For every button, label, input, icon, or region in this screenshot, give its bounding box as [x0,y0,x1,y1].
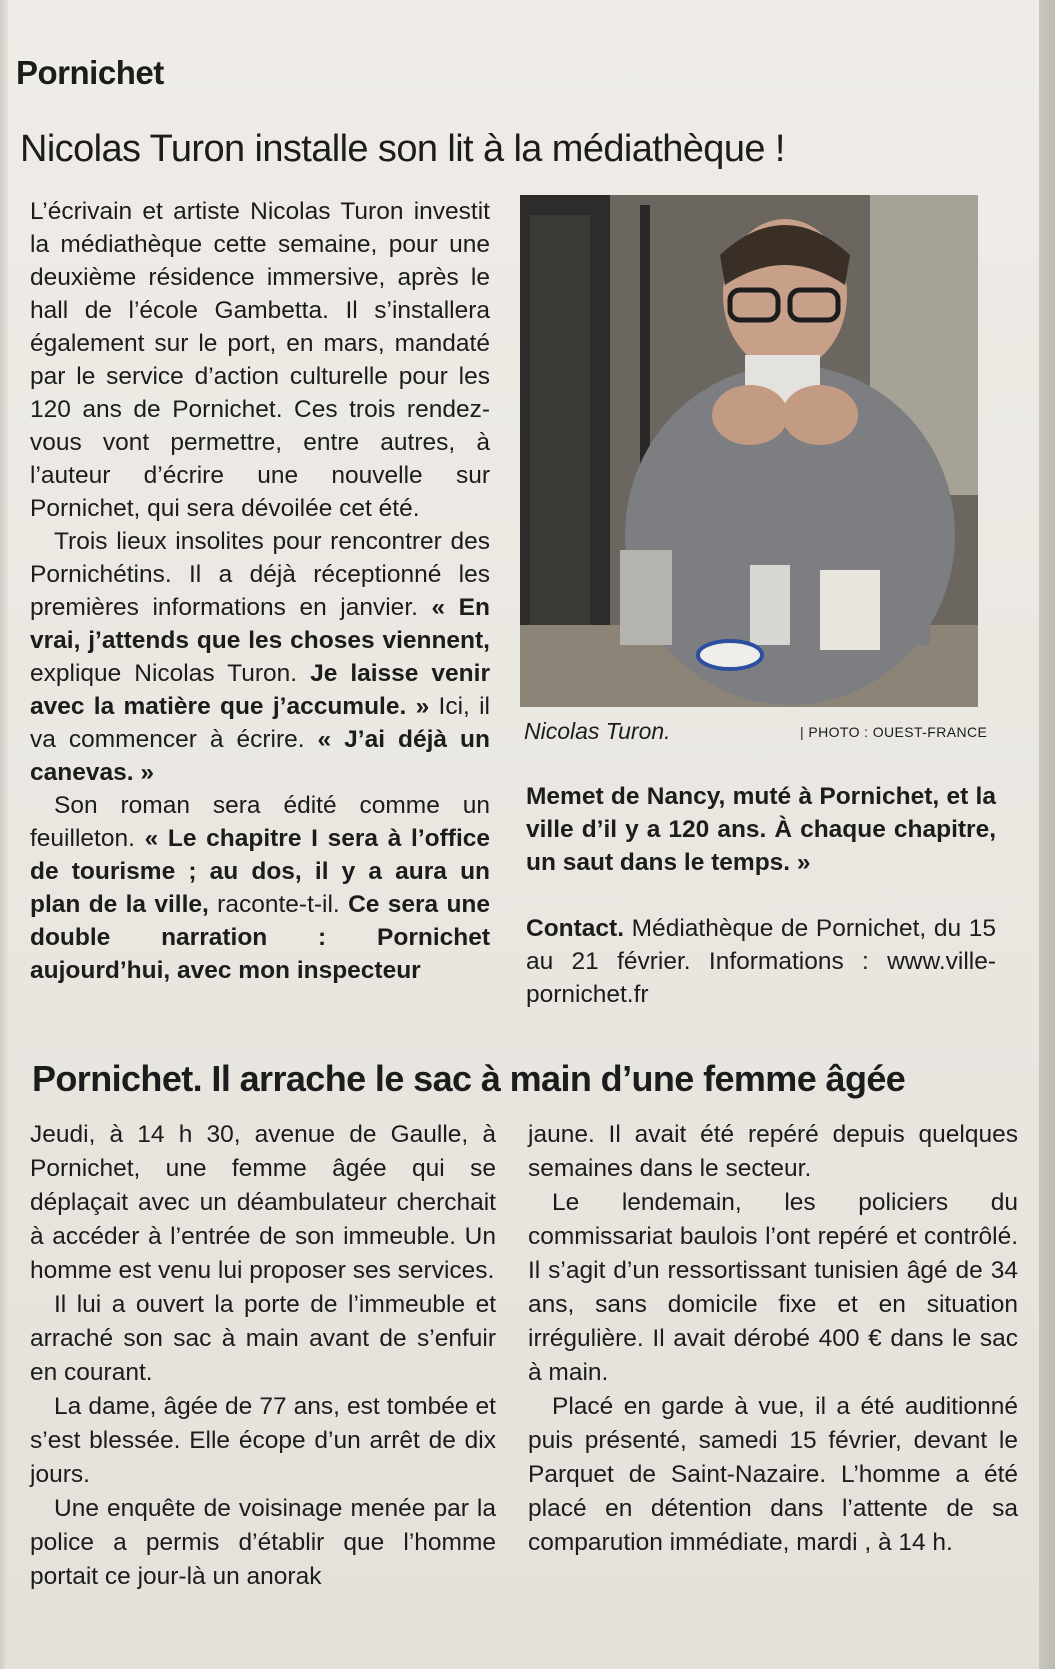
article1-column2 [526,780,996,1011]
section-kicker: Pornichet [16,54,164,91]
article2-paragraph3: La dame, âgée de 77 ans, est tombée et s’est blessée. Elle écope d’un arrêt de dix jours. [30,1393,496,1488]
article2-column2 [528,1118,1018,1560]
article1-headline: Nicolas Turon installe son lit à la médiathèque ! [20,128,785,170]
article1-paragraph2: Trois lieux insolites pour rencontrer des Pornichétins. Il a déjà réceptionné les premières informations en janvier. « En vrai, j’attends que les choses viennent, explique Nicolas Turon. Je laisse venir avec la matière que j’accumule. » Ici, il va commencer à écrire. « J’ai déjà un canevas. » [30,528,491,786]
article-photo [520,195,978,707]
article2-paragraph5: Le lendemain, les policiers du commissariat baulois l’ont repéré et contrôlé. Il s’agit d’un ressortissant tunisien âgé de 34 ans, sans domicile fixe et en situation irrégulière. Il avait dérobé 400 € dans le sac à main. [528,1189,1018,1386]
article1-paragraph1: L’écrivain et artiste Nicolas Turon investit la médiathèque cette semaine, pour une deuxième résidence immersive, après le hall de l’école Gambetta. Il s’installera également sur le port, en mars, mandaté par le service d’action culturelle pour les 120 ans de Pornichet. Ces trois rendez-vous vont permettre, entre autres, à l’auteur d’écrire une nouvelle sur Pornichet, qui sera dévoilée cet été. [30,198,490,522]
article1-contact: Contact. Médiathèque de Pornichet, du 15 au 21 février. Informations : www.ville-pornichet.fr [526,915,996,1008]
article1-paragraph3: Son roman sera édité comme un feuilleton. « Le chapitre I sera à l’office de tourisme ; au dos, il y a aura un plan de la ville, raconte-t-il. Ce sera une double narration : Pornichet aujourd’hui, avec mon inspecteur [30,792,491,984]
photo-caption: Nicolas Turon. [524,718,671,744]
article2-headline: Pornichet. Il arrache le sac à main d’une femme âgée [32,1058,906,1099]
article2-column1 [30,1118,496,1594]
article1-column1 [30,195,490,987]
article2-paragraph4: Une enquête de voisinage menée par la police a permis d’établir que l’homme portait ce jour-là un anorak [30,1495,496,1590]
article2-paragraph6: Placé en garde à vue, il a été auditionné puis présenté, samedi 15 février, devant le Parquet de Saint-Nazaire. L’homme a été placé en détention dans l’attente de sa comparution immédiate, mardi , à 14 h. [528,1393,1018,1556]
article2-paragraph4-continued: jaune. Il avait été repéré depuis quelques semaines dans le secteur. [528,1121,1018,1182]
page-edge-left [0,0,8,1669]
article2-paragraph1: Jeudi, à 14 h 30, avenue de Gaulle, à Pornichet, une femme âgée qui se déplaçait avec un déambulateur cherchait à accéder à l’entrée de son immeuble. Un homme est venu lui proposer ses services. [30,1121,496,1284]
photo-illustration [520,195,978,707]
photo-credit: | PHOTO : OUEST-FRANCE [800,724,988,740]
page-edge-right [1039,0,1055,1669]
article1-paragraph3-continued: Memet de Nancy, muté à Pornichet, et la ville d’il y a 120 ans. À chaque chapitre, un saut dans le temps. » [526,783,996,876]
article2-paragraph2: Il lui a ouvert la porte de l’immeuble et arraché son sac à main avant de s’enfuir en courant. [30,1291,496,1386]
